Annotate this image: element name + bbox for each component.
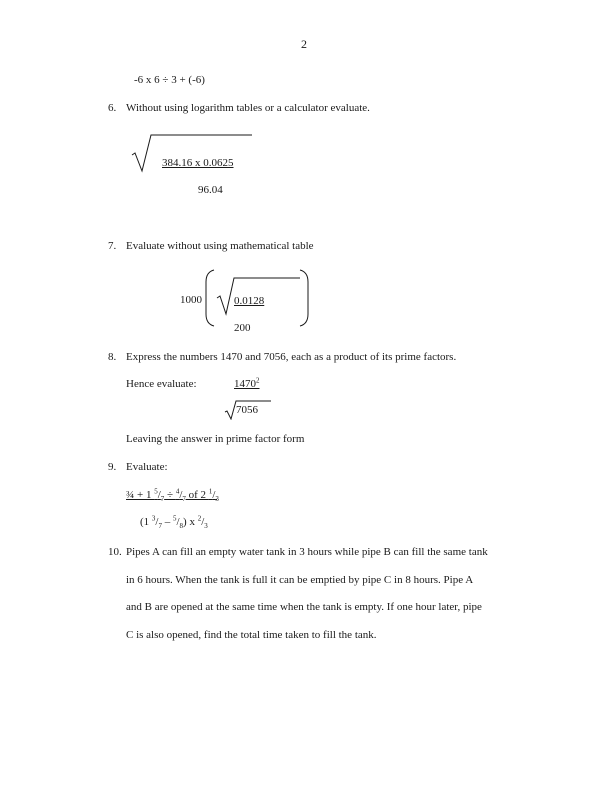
question-text: Without using logarithm tables or a calculator evaluate. — [126, 102, 370, 114]
question-number: 8. — [108, 351, 117, 363]
question-text: Express the numbers 1470 and 7056, each as a product of its prime factors. — [126, 351, 457, 363]
fraction-numerator: 0.0128 — [234, 295, 265, 307]
frac-num: 2 — [197, 514, 202, 523]
question-number: 7. — [108, 240, 117, 252]
fraction-denominator: 200 — [234, 322, 251, 334]
term: ) x — [183, 516, 198, 528]
question-note: Leaving the answer in prime factor form — [126, 433, 305, 445]
fraction-numerator — [234, 376, 260, 390]
frac-num: 1 — [208, 487, 213, 496]
question-line: C is also opened, find the total time taken to fill the tank. — [126, 629, 377, 641]
frac-den: 7 — [182, 495, 186, 504]
frac-den: 8 — [179, 522, 184, 531]
question-line: in 6 hours. When the tank is full it can be emptied by pipe C in 8 hours. Pipe A — [126, 574, 474, 586]
question-number: 6. — [108, 102, 117, 114]
coefficient: 1000 — [180, 294, 202, 306]
term: (1 — [140, 516, 152, 528]
fraction-denominator: (1 $^3/_7 - ^5/_8$) x $^2/_3$ — [140, 514, 208, 531]
term: – — [161, 516, 173, 528]
question-text: Evaluate: — [126, 461, 168, 473]
numerator-exponent: 2 — [256, 376, 260, 385]
frac-den: 3 — [215, 495, 219, 504]
question-number: 10. — [108, 546, 122, 558]
frac-num: 5 — [154, 487, 158, 496]
frac-num: 4 — [175, 487, 180, 496]
term: ÷ — [164, 489, 176, 501]
frac-den: 7 — [158, 522, 162, 531]
frac-num: 3 — [151, 514, 156, 523]
question-text: Evaluate without using mathematical table — [126, 240, 314, 252]
fraction-numerator: 384.16 x 0.0625 — [162, 157, 234, 169]
fraction-denominator: 7056 — [236, 404, 258, 416]
previous-expression: -6 x 6 ÷ 3 + (-6) — [134, 74, 205, 86]
question-line: Pipes A can fill an empty water tank in 3 hours while pipe B can fill the same tank — [126, 546, 488, 558]
frac-num: 5 — [172, 514, 177, 523]
frac-den: 7 — [160, 495, 165, 504]
frac-den: 3 — [204, 522, 208, 531]
term: ¾ + 1 — [126, 489, 155, 501]
question-line: and B are opened at the same time when the tank is empty. If one hour later, pipe — [126, 601, 482, 613]
numerator-base: 1470 — [234, 378, 256, 390]
term: of 2 — [185, 489, 209, 501]
fraction-denominator: 96.04 — [198, 184, 223, 196]
fraction-numerator: ¾ + 1 $^5/_7 \div ^4/_7$ of 2 $^1/_3$ — [126, 487, 219, 504]
question-number: 9. — [108, 461, 117, 473]
page-number: 2 — [301, 37, 307, 51]
hence-label: Hence evaluate: — [126, 378, 197, 390]
